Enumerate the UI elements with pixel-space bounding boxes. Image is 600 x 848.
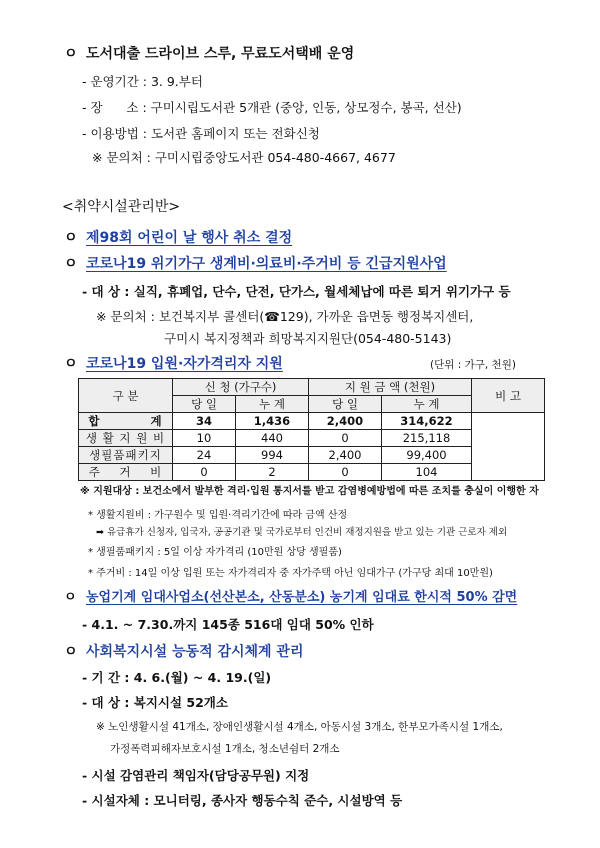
row-label: 합 계 <box>79 413 173 430</box>
section3-contact-line1: ※ 문의처 : 보건복지부 콜센터(☎129), 가까운 읍면동 행정복지센터, <box>96 309 474 324</box>
header-amount: 지 원 금 액 (천원) <box>309 379 472 396</box>
section6-title: ㅇ 사회복지시설 능동적 감시체계 관리 <box>64 644 304 660</box>
dept-header: <취약시설관리반> <box>62 199 181 215</box>
section6-item2: - 시설자체 : 모니터링, 종사자 행동수칙 준수, 시설방역 등 <box>82 793 403 808</box>
support-table <box>78 378 545 481</box>
row-label: 생필품패키지 <box>79 447 173 464</box>
section3-contact-line2: 구미시 복지정책과 희망복지지원단(054-480-5143) <box>164 331 452 346</box>
section1-item-place: - 장 소 : 구미시립도서관 5개관 (중앙, 인동, 상모정수, 봉곡, 선산) <box>82 100 462 115</box>
cell-apply-cum: 1,436 <box>236 413 309 430</box>
cell-amount-day: 2,400 <box>309 447 382 464</box>
note-living-cost: * 생활지원비 : 가구원수 및 입원·격리기간에 따라 금액 산정 <box>88 510 348 521</box>
cell-apply-cum: 994 <box>236 447 309 464</box>
cell-amount-day: 0 <box>309 430 382 447</box>
cell-apply-day: 10 <box>173 430 236 447</box>
section5-title: ㅇ 농업기계 임대사업소(선산본소, 산동분소) 농기계 임대료 한시적 50% 감면 <box>64 590 518 605</box>
cell-amount-cum: 104 <box>382 464 472 481</box>
subheader-apply-day: 당 일 <box>173 396 236 413</box>
cell-apply-cum: 2 <box>236 464 309 481</box>
bullet-icon: ㅇ <box>64 256 78 272</box>
section6-detail-line2: 가정폭력피해자보호시설 1개소, 청소년쉼터 2개소 <box>110 743 340 755</box>
cell-amount-day: 2,400 <box>309 413 382 430</box>
bullet-icon: ㅇ <box>64 230 78 246</box>
section6-item1: - 시설 감염관리 책임자(담당공무원) 지정 <box>82 768 310 783</box>
subheader-amount-day: 당 일 <box>309 396 382 413</box>
bullet-icon: ㅇ <box>64 46 78 62</box>
section6-detail-line1: ※ 노인생활시설 41개소, 장애인생활시설 4개소, 아동시설 3개소, 한부모가족시설 1개소, <box>96 721 503 733</box>
section5-item: - 4.1. ~ 7.30.까지 145종 516대 임대 50% 인하 <box>82 617 374 632</box>
bullet-icon: ㅇ <box>64 356 78 372</box>
section6-period: - 기 간 : 4. 6.(월) ~ 4. 19.(일) <box>82 670 272 685</box>
section2-title: ㅇ 제98회 어린이 날 행사 취소 결정 <box>64 230 293 246</box>
section1-contact: ※ 문의처 : 구미시립중앙도서관 054-480-4667, 4677 <box>92 150 396 165</box>
cell-amount-cum: 215,118 <box>382 430 472 447</box>
note-package: * 생필품패키지 : 5일 이상 자가격리 (10만원 상당 생필품) <box>88 547 342 558</box>
row-label: 주 거 비 <box>79 464 173 481</box>
cell-amount-cum: 99,400 <box>382 447 472 464</box>
note-eligibility: ※ 지원대상 : 보건소에서 발부한 격리·입원 통지서를 받고 감염병예방법에 따른 조치를 충실이 이행한 자 <box>80 486 539 497</box>
table-row <box>79 413 545 430</box>
row-label: 생 활 지 원 비 <box>79 430 173 447</box>
section4-title: ㅇ 코로나19 입원·자가격리자 지원 <box>64 356 283 372</box>
section3-target: - 대 상 : 실직, 휴폐업, 단수, 단전, 단가스, 월세체납에 따른 퇴거 위기가구 등 <box>82 284 511 299</box>
subheader-amount-cum: 누 계 <box>382 396 472 413</box>
cell-note <box>472 413 545 481</box>
table-unit: (단위 : 가구, 천원) <box>430 359 516 371</box>
cell-apply-cum: 440 <box>236 430 309 447</box>
subheader-apply-cum: 누 계 <box>236 396 309 413</box>
note-exclusion: ➡ 유급휴가 신청자, 입국자, 공공기관 및 국가로부터 인건비 재정지원을 받고 있는 기관 근로자 제외 <box>96 527 508 538</box>
note-housing: * 주거비 : 14일 이상 입원 또는 자가격리자 중 자가주택 아닌 임대가구 (가구당 최대 10만원) <box>88 568 493 579</box>
section1-item-period: - 운영기간 : 3. 9.부터 <box>82 74 203 89</box>
cell-apply-day: 24 <box>173 447 236 464</box>
header-apply: 신 청 (가구수) <box>173 379 309 396</box>
cell-amount-day: 0 <box>309 464 382 481</box>
section3-title: ㅇ 코로나19 위기가구 생계비·의료비·주거비 등 긴급지원사업 <box>64 256 447 272</box>
header-category: 구 분 <box>79 379 173 413</box>
header-note: 비 고 <box>472 379 545 413</box>
cell-apply-day: 0 <box>173 464 236 481</box>
section6-target: - 대 상 : 복지시설 52개소 <box>82 695 228 710</box>
cell-apply-day: 34 <box>173 413 236 430</box>
bullet-icon: ㅇ <box>64 644 78 660</box>
section1-item-method: - 이용방법 : 도서관 홈페이지 또는 전화신청 <box>82 126 320 141</box>
section1-title: ㅇ 도서대출 드라이브 스루, 무료도서택배 운영 <box>64 46 355 62</box>
cell-amount-cum: 314,622 <box>382 413 472 430</box>
bullet-icon: ㅇ <box>64 590 77 605</box>
table-header-row <box>79 379 545 396</box>
